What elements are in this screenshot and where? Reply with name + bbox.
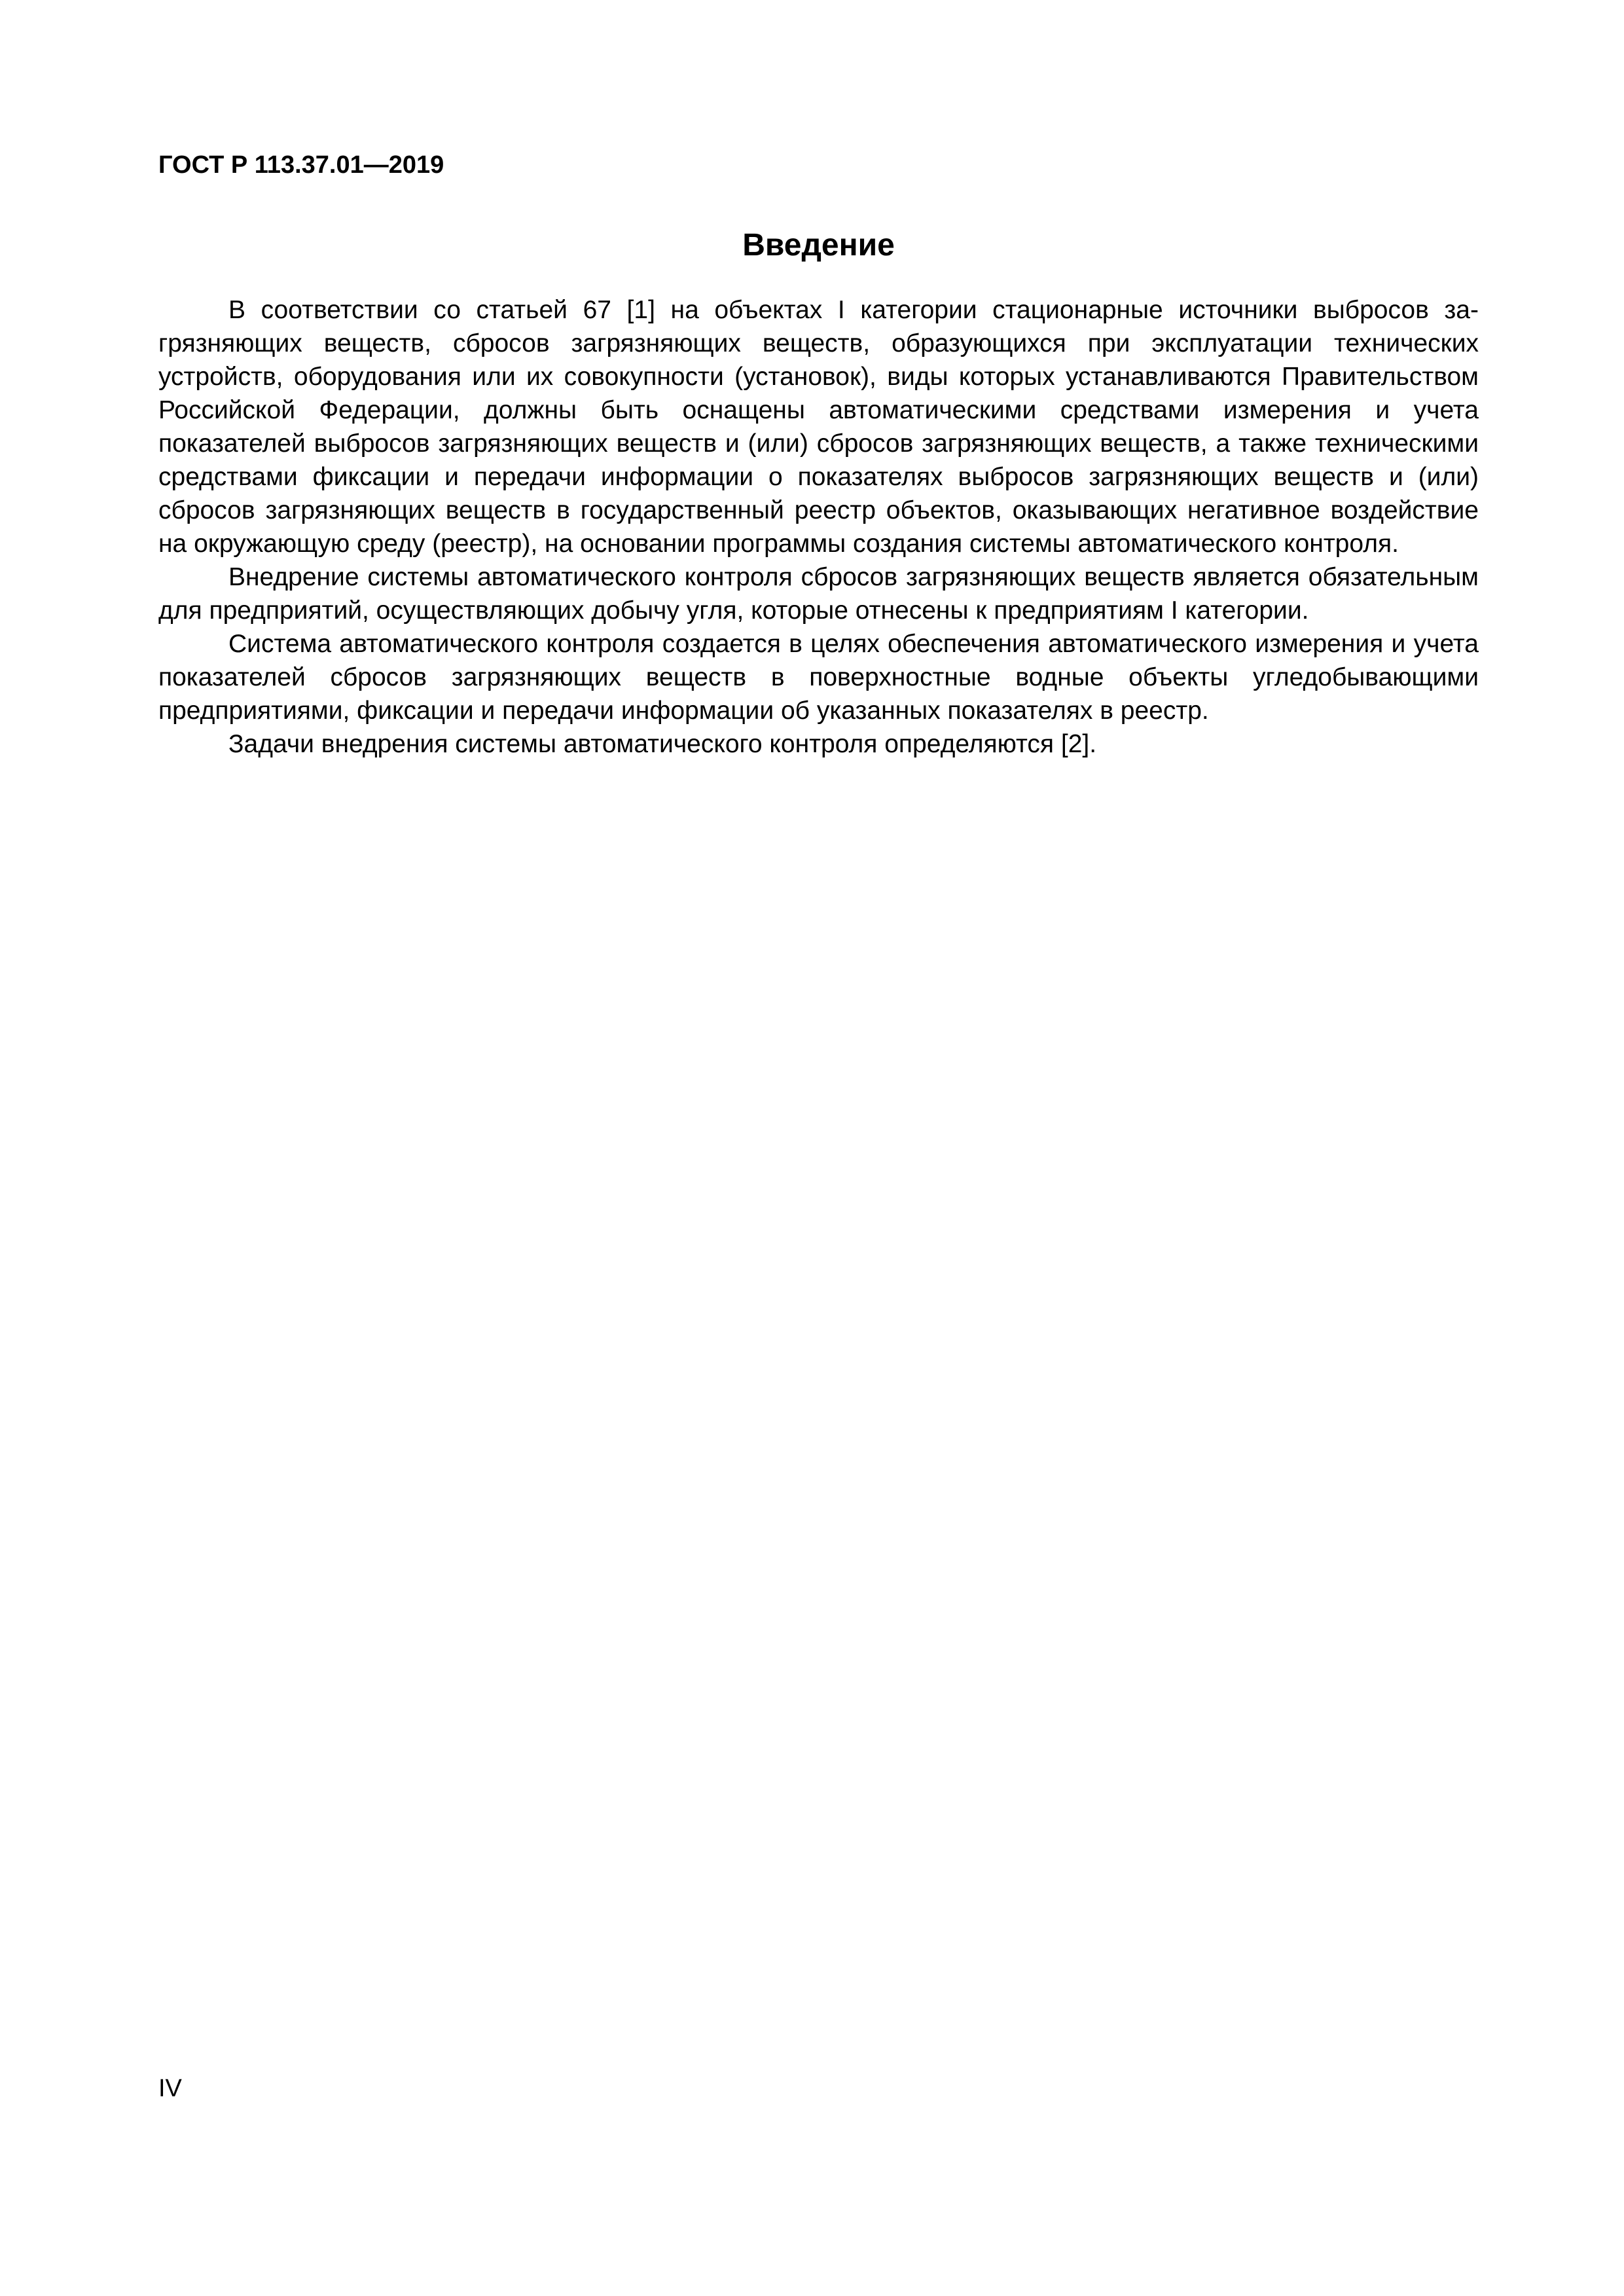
page-number: IV (158, 2075, 182, 2102)
body-text (158, 293, 1479, 761)
section-title: Введение (742, 228, 895, 263)
paragraph: Задачи внедрения системы автоматического контроля определяются [2]. (228, 730, 1097, 758)
paragraph: В соответствии со статьей 67 [1] на объектах I категории стационарные источники выбросов загрязняющих веществ, сбросов загрязняющих веществ, образующихся при эксплуатации технических устройств, оборудования или их совокупности (установок), виды которых устанавливаются Правительством Российской Федерации, должны быть оснащены автоматическими средствами измерения и учета показателей выбросов загрязняющих веществ и (или) сбросов загрязняющих веществ, а также техническими средствами фиксации и передачи информации о показателях выбросов загрязняющих веществ и (или) сбросов загрязняющих веществ в государственный реестр объектов, оказывающих негативное воздействие на окружающую среду (реестр), на основании программы создания системы автоматического контроля. (158, 296, 1479, 558)
document-code: ГОСТ Р 113.37.01—2019 (158, 151, 444, 179)
paragraph: Система автоматического контроля создается в целях обеспечения автоматического измерения и учета показателей сбросов загрязняющих веществ в поверхностные водные объекты угледобывающими предприятиями, фиксации и передачи информации об указанных показателях в реестр. (158, 630, 1479, 725)
paragraph: Внедрение системы автоматического контроля сбросов загрязняющих веществ является обязательным для предприятий, осуществляющих добычу угля, которые отнесены к предприятиям I категории. (158, 563, 1479, 625)
